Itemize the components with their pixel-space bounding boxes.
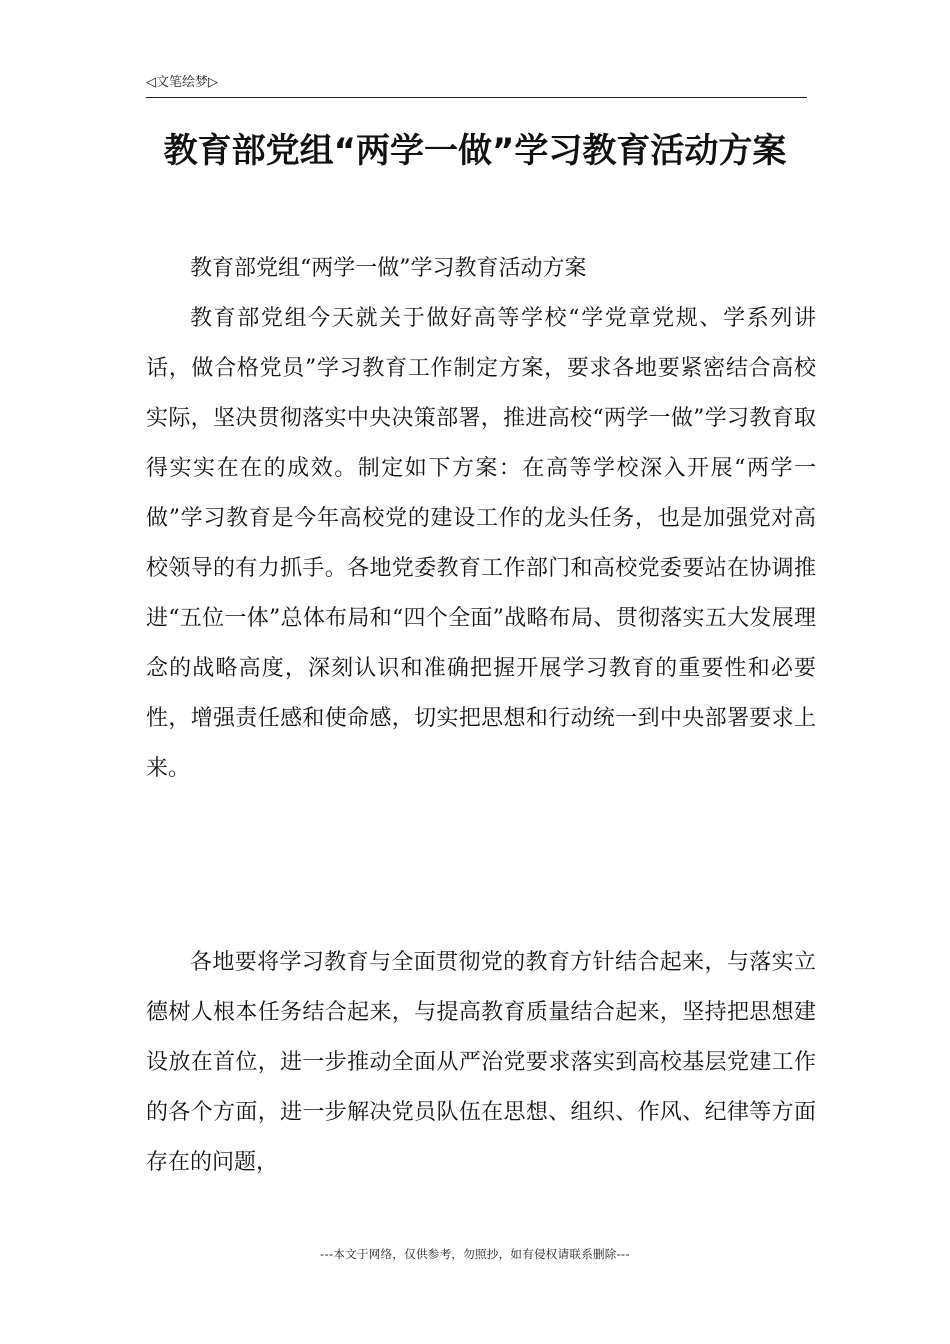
header-divider — [146, 97, 807, 98]
body-section-1 — [146, 244, 816, 794]
page-title: 教育部党组“两学一做”学习教育活动方案 — [163, 131, 787, 171]
paragraph: 各地要将学习教育与全面贯彻党的教育方针结合起来，与落实立德树人根本任务结合起来，与提高教育质量结合起来，坚持把思想建设放在首位，进一步推动全面从严治党要求落实到高校基层党建工作的各个方面，进一步解决党员队伍在思想、组织、作风、纪律等方面存在的问题， — [146, 950, 816, 1175]
subtitle-line: 教育部党组“两学一做”学习教育活动方案 — [190, 256, 587, 281]
body-section-2 — [146, 938, 816, 1188]
footer-disclaimer: ---本文于网络，仅供参考，勿照抄，如有侵权请联系删除--- — [320, 1247, 630, 1261]
header-watermark: ◁文笔绘梦▷ — [146, 75, 218, 90]
paragraph: 教育部党组今天就关于做好高等学校“学党章党规、学系列讲话，做合格党员”学习教育工作制定方案，要求各地要紧密结合高校实际，坚决贯彻落实中央决策部署，推进高校“两学一做”学习教育取得实实在在的成效。制定如下方案：在高等学校深入开展“两学一做”学习教育是今年高校党的建设工作的龙头任务，也是加强党对高校领导的有力抓手。各地党委教育工作部门和高校党委要站在协调推进“五位一体”总体布局和“四个全面”战略布局、贯彻落实五大发展理念的战略高度，深刻认识和准确把握开展学习教育的重要性和必要性，增强责任感和使命感，切实把思想和行动统一到中央部署要求上来。 — [146, 306, 816, 781]
